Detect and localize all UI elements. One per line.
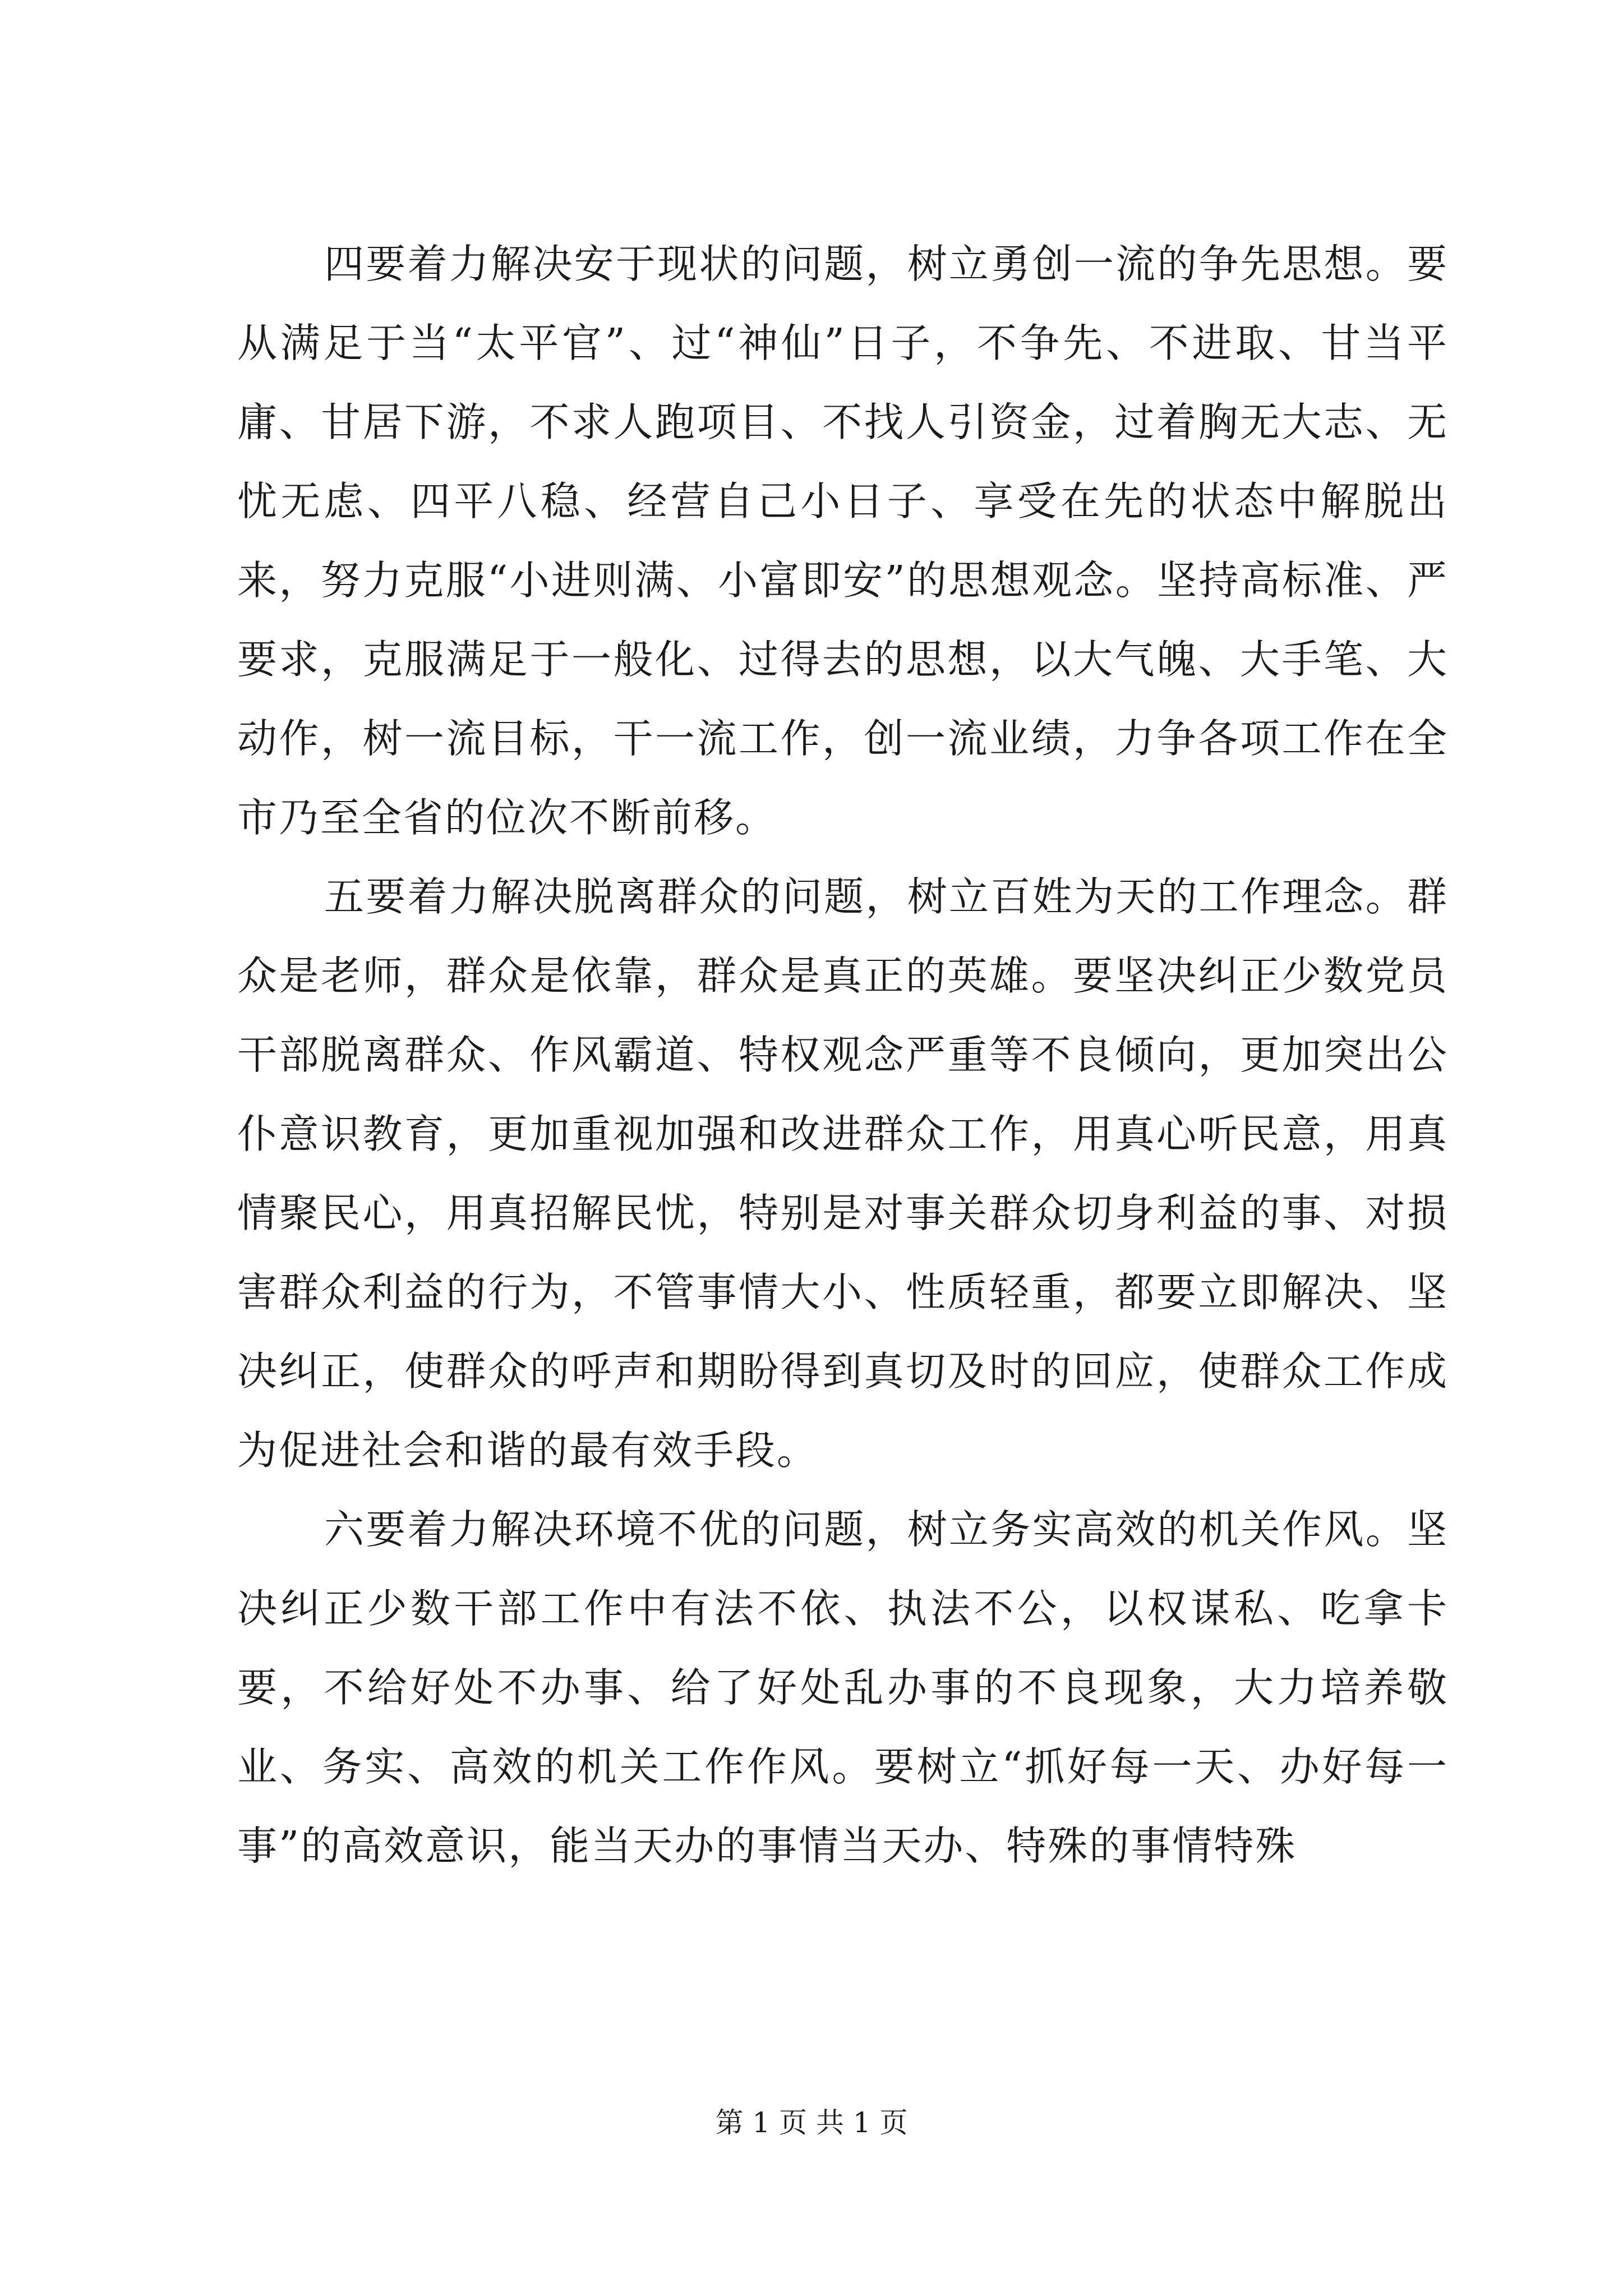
paragraph-5: 五要着力解决脱离群众的问题，树立百姓为天的工作理念。群众是老师，群众是依靠，群众是真正的英雄。要坚决纠正少数党员干部脱离群众、作风霸道、特权观念严重等不良倾向，更加突出公仆意识教育，更加重视加强和改进群众工作，用真心听民意，用真情聚民心，用真招解民忧，特别是对事关群众切身利益的事、对损害群众利益的行为，不管事情大小、性质轻重，都要立即解决、坚决纠正，使群众的呼声和期盼得到真切及时的回应，使群众工作成为促进社会和谐的最有效手段。 (237, 873, 1449, 1474)
page-footer: 第 1 页 共 1 页 (715, 2106, 908, 2139)
paragraph-4: 四要着力解决安于现状的问题，树立勇创一流的争先思想。要从满足于当“太平官”、过“神仙”日子，不争先、不进取、甘当平庸、甘居下游，不求人跑项目、不找人引资金，过着胸无大志、无忧无虑、四平八稳、经营自己小日子、享受在先的状态中解脱出来，努力克服“小进则满、小富即安”的思想观念。坚持高标准、严要求，克服满足于一般化、过得去的思想，以大气魄、大手笔、大动作，树一流目标，干一流工作，创一流业绩，力争各项工作在全市乃至全省的位次不断前移。 (237, 241, 1449, 841)
document-body (237, 224, 1449, 1885)
paragraph-6: 六要着力解决环境不优的问题，树立务实高效的机关作风。坚决纠正少数干部工作中有法不依、执法不公，以权谋私、吃拿卡要，不给好处不办事、给了好处乱办事的不良现象，大力培养敬业、务实、高效的机关工作作风。要树立“抓好每一天、办好每一事”的高效意识，能当天办的事情当天办、特殊的事情特殊 (237, 1506, 1449, 1869)
